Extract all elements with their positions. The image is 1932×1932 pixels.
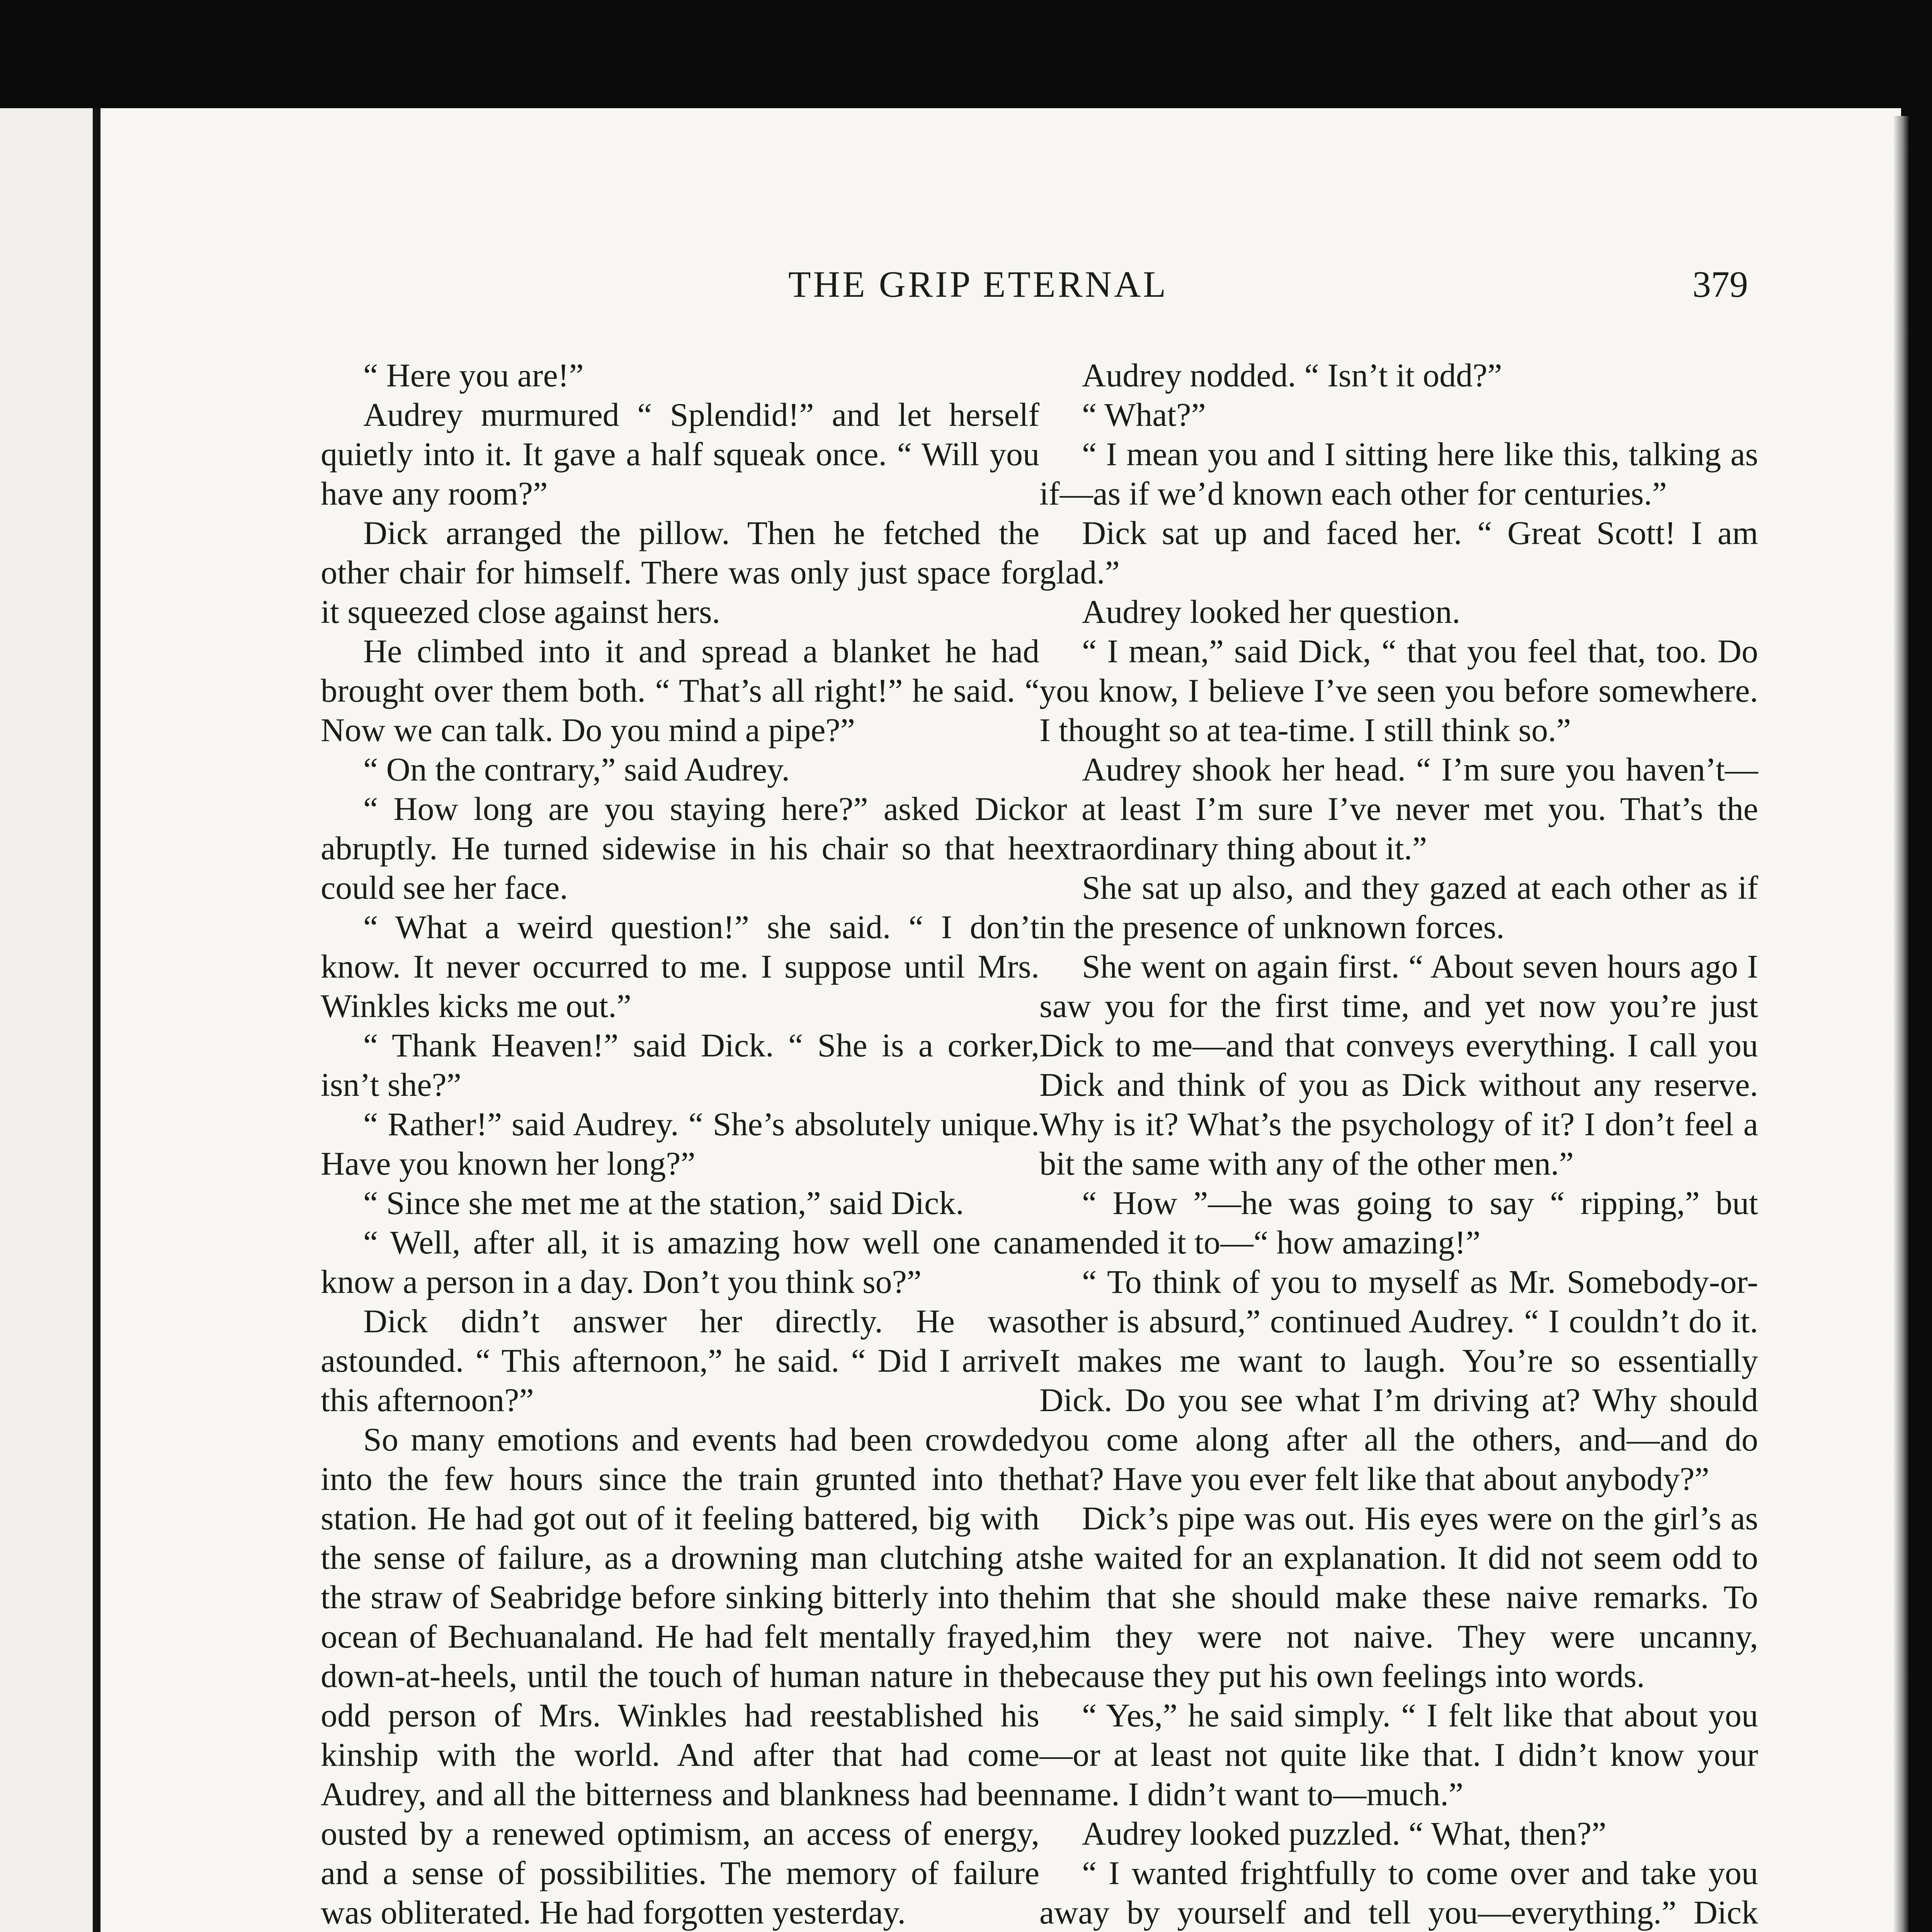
paragraph: Dick arranged the pillow. Then he fetched the other chair for himself. There was only just space for it squeezed close against hers. bbox=[321, 514, 1039, 630]
paragraph: “ I wanted frightfully to come over and take you away by yourself and tell you—everything.” Dick bbox=[1039, 1854, 1758, 1931]
paragraph: So many emotions and events had been crowded into the few hours since the train grunted into the station. He had got out of it feeling battered, big with the sense of failure, as a drowning man clutching at the straw of Seabridge before sinking bitterly into the ocean of Bechuanaland. He had felt mentally frayed, down-at-heels, until the touch of human nature in the odd person of Mrs. Winkles had reestablished his kinship with the world. And after that had come Audrey, and all the bitterness and blankness had been ousted by a renewed optimism, an access of energy, and a sense of possibilities. The memory of failure was obliterated. He had forgotten yesterday. bbox=[321, 1421, 1039, 1931]
paragraph: “ How long are you staying here?” asked Dick abruptly. He turned sidewise in his chair so that he could see her face. bbox=[321, 790, 1039, 906]
paragraph: Audrey shook her head. “ I’m sure you haven’t—or at least I’m sure I’ve never met you. That’s the extraordinary thing about it.” bbox=[1039, 751, 1758, 867]
paragraph: “ On the contrary,” said Audrey. bbox=[363, 751, 790, 788]
paragraph: “ How ”—he was going to say “ ripping,” but amended it to—“ how amazing!” bbox=[1039, 1184, 1758, 1261]
paragraph: Dick’s pipe was out. His eyes were on the girl’s as she waited for an explanation. It did not seem odd to him that she should make these naive remarks. To him they were not naive. They were uncanny, because they put his own feelings into words. bbox=[1039, 1500, 1758, 1694]
page-edge-shadow bbox=[1893, 116, 1909, 1932]
paragraph: “ Since she met me at the station,” said Dick. bbox=[363, 1184, 964, 1221]
paragraph: “ I mean you and I sitting here like this, talking as if—as if we’d known each other for centuries.” bbox=[1039, 435, 1758, 512]
paragraph: “ To think of you to myself as Mr. Somebody-or-other is absurd,” continued Audrey. “ I couldn’t do it. It makes me want to laugh. You’re so essentially Dick. Do you see what I’m driving at? Why should you come along after all the others, and—and do that? Have you ever felt like that about anybody?” bbox=[1039, 1263, 1758, 1497]
paragraph: “ What?” bbox=[1082, 396, 1206, 433]
paragraph: She went on again first. “ About seven hours ago I saw you for the first time, and yet now you’re just Dick to me—and that conveys everything. I call you Dick and think of you as Dick without any reserve. Why is it? What’s the psychology of it? I don’t feel a bit the same with any of the other men.” bbox=[1039, 948, 1758, 1182]
facing-page-edge bbox=[0, 108, 100, 1932]
paragraph: “ Well, after all, it is amazing how well one can know a person in a day. Don’t you think so?” bbox=[321, 1224, 1039, 1300]
paragraph: “ Rather!” said Audrey. “ She’s absolutely unique. Have you known her long?” bbox=[321, 1105, 1039, 1182]
paragraph: “ Yes,” he said simply. “ I felt like that about you—or at least not quite like that. I didn’t know your name. I didn’t want to—much.” bbox=[1039, 1697, 1758, 1813]
running-head: THE GRIP ETERNAL bbox=[788, 264, 1168, 305]
paragraph: “ Here you are!” bbox=[363, 357, 584, 394]
paragraph: Audrey looked her question. bbox=[1082, 593, 1461, 630]
paragraph: “ Thank Heaven!” said Dick. “ She is a corker, isn’t she?” bbox=[321, 1027, 1039, 1103]
paragraph: “ What a weird question!” she said. “ I don’t know. It never occurred to me. I suppose until Mrs. Winkles kicks me out.” bbox=[321, 908, 1039, 1024]
paragraph: Dick didn’t answer her directly. He was astounded. “ This afternoon,” he said. “ Did I arrive this afternoon?” bbox=[321, 1303, 1039, 1418]
left-column bbox=[321, 355, 1039, 1932]
paragraph: She sat up also, and they gazed at each other as if in the presence of unknown forces. bbox=[1039, 869, 1758, 946]
right-column bbox=[1039, 355, 1758, 1932]
paragraph: Audrey murmured “ Splendid!” and let herself quietly into it. It gave a half squeak once. “ Will you have any room?” bbox=[321, 396, 1039, 512]
paragraph: Audrey nodded. “ Isn’t it odd?” bbox=[1082, 357, 1502, 394]
paragraph: “ I mean,” said Dick, “ that you feel that, too. Do you know, I believe I’ve seen you before somewhere. I thought so at tea-time. I still think so.” bbox=[1039, 633, 1758, 748]
page-number: 379 bbox=[1692, 264, 1748, 305]
paragraph: He climbed into it and spread a blanket he had brought over them both. “ That’s all right!” he said. “ Now we can talk. Do you mind a pipe?” bbox=[321, 633, 1039, 748]
paragraph: Audrey looked puzzled. “ What, then?” bbox=[1082, 1815, 1607, 1852]
paragraph: Dick sat up and faced her. “ Great Scott! I am glad.” bbox=[1039, 514, 1758, 591]
